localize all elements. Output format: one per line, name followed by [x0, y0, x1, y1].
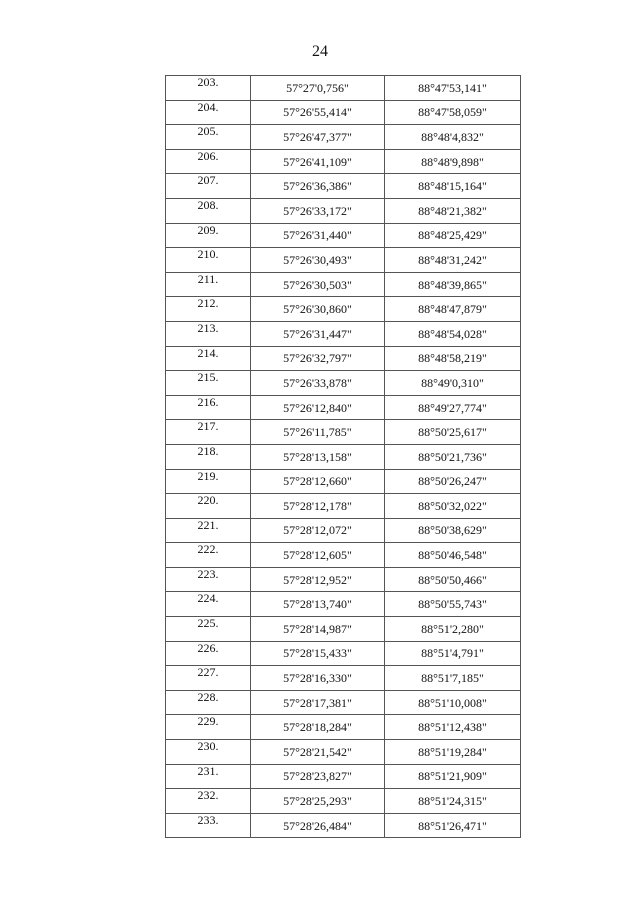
point-number-cell: 228.: [166, 690, 251, 715]
latitude-cell: 57°26'30,493": [251, 248, 385, 273]
longitude-cell: 88°50'21,736": [385, 444, 521, 469]
point-number-cell: 226.: [166, 641, 251, 666]
point-number-cell: 212.: [166, 297, 251, 322]
point-number-cell: 233.: [166, 813, 251, 838]
table-row: [166, 297, 521, 322]
latitude-cell: 57°26'30,860": [251, 297, 385, 322]
point-number-cell: 219.: [166, 469, 251, 494]
longitude-cell: 88°48'58,219": [385, 346, 521, 371]
latitude-cell: 57°28'12,660": [251, 469, 385, 494]
latitude-cell: 57°26'33,172": [251, 198, 385, 223]
point-number-cell: 229.: [166, 715, 251, 740]
longitude-cell: 88°51'26,471": [385, 813, 521, 838]
table-row: [166, 592, 521, 617]
longitude-cell: 88°47'58,059": [385, 100, 521, 125]
longitude-cell: 88°50'55,743": [385, 592, 521, 617]
latitude-cell: 57°28'12,605": [251, 543, 385, 568]
table-row: [166, 444, 521, 469]
longitude-cell: 88°48'4,832": [385, 125, 521, 150]
longitude-cell: 88°48'25,429": [385, 223, 521, 248]
longitude-cell: 88°49'27,774": [385, 395, 521, 420]
table-row: [166, 395, 521, 420]
latitude-cell: 57°28'17,381": [251, 690, 385, 715]
table-row: [166, 641, 521, 666]
longitude-cell: 88°50'32,022": [385, 494, 521, 519]
longitude-cell: 88°48'15,164": [385, 174, 521, 199]
longitude-cell: 88°51'24,315": [385, 789, 521, 814]
table-row: [166, 567, 521, 592]
point-number-cell: 210.: [166, 248, 251, 273]
longitude-cell: 88°50'25,617": [385, 420, 521, 445]
point-number-cell: 224.: [166, 592, 251, 617]
latitude-cell: 57°26'36,386": [251, 174, 385, 199]
table-row: [166, 76, 521, 101]
longitude-cell: 88°50'50,466": [385, 567, 521, 592]
point-number-cell: 223.: [166, 567, 251, 592]
coordinates-table: [165, 75, 521, 838]
latitude-cell: 57°28'13,740": [251, 592, 385, 617]
latitude-cell: 57°26'41,109": [251, 149, 385, 174]
latitude-cell: 57°28'12,072": [251, 518, 385, 543]
point-number-cell: 203.: [166, 76, 251, 101]
table-row: [166, 321, 521, 346]
longitude-cell: 88°51'19,284": [385, 740, 521, 765]
coordinates-table-body: [166, 76, 521, 838]
table-row: [166, 272, 521, 297]
latitude-cell: 57°28'25,293": [251, 789, 385, 814]
point-number-cell: 230.: [166, 740, 251, 765]
point-number-cell: 211.: [166, 272, 251, 297]
table-row: [166, 715, 521, 740]
point-number-cell: 218.: [166, 444, 251, 469]
latitude-cell: 57°28'12,952": [251, 567, 385, 592]
latitude-cell: 57°28'12,178": [251, 494, 385, 519]
table-row: [166, 174, 521, 199]
point-number-cell: 217.: [166, 420, 251, 445]
latitude-cell: 57°26'33,878": [251, 371, 385, 396]
latitude-cell: 57°26'47,377": [251, 125, 385, 150]
latitude-cell: 57°28'21,542": [251, 740, 385, 765]
table-row: [166, 518, 521, 543]
longitude-cell: 88°50'46,548": [385, 543, 521, 568]
latitude-cell: 57°28'14,987": [251, 617, 385, 642]
table-row: [166, 740, 521, 765]
table-row: [166, 198, 521, 223]
latitude-cell: 57°27'0,756": [251, 76, 385, 101]
latitude-cell: 57°26'30,503": [251, 272, 385, 297]
point-number-cell: 215.: [166, 371, 251, 396]
point-number-cell: 204.: [166, 100, 251, 125]
latitude-cell: 57°26'11,785": [251, 420, 385, 445]
longitude-cell: 88°49'0,310": [385, 371, 521, 396]
latitude-cell: 57°26'31,440": [251, 223, 385, 248]
point-number-cell: 216.: [166, 395, 251, 420]
table-row: [166, 371, 521, 396]
table-row: [166, 100, 521, 125]
table-row: [166, 469, 521, 494]
longitude-cell: 88°51'4,791": [385, 641, 521, 666]
page-number: 24: [312, 43, 328, 60]
point-number-cell: 232.: [166, 789, 251, 814]
point-number-cell: 205.: [166, 125, 251, 150]
latitude-cell: 57°28'18,284": [251, 715, 385, 740]
point-number-cell: 207.: [166, 174, 251, 199]
latitude-cell: 57°28'23,827": [251, 764, 385, 789]
point-number-cell: 213.: [166, 321, 251, 346]
table-row: [166, 149, 521, 174]
longitude-cell: 88°48'54,028": [385, 321, 521, 346]
point-number-cell: 231.: [166, 764, 251, 789]
latitude-cell: 57°26'55,414": [251, 100, 385, 125]
point-number-cell: 209.: [166, 223, 251, 248]
latitude-cell: 57°26'12,840": [251, 395, 385, 420]
table-row: [166, 420, 521, 445]
longitude-cell: 88°51'12,438": [385, 715, 521, 740]
table-row: [166, 666, 521, 691]
latitude-cell: 57°28'16,330": [251, 666, 385, 691]
table-row: [166, 543, 521, 568]
longitude-cell: 88°51'2,280": [385, 617, 521, 642]
longitude-cell: 88°47'53,141": [385, 76, 521, 101]
table-row: [166, 346, 521, 371]
table-row: [166, 813, 521, 838]
latitude-cell: 57°28'13,158": [251, 444, 385, 469]
longitude-cell: 88°50'38,629": [385, 518, 521, 543]
point-number-cell: 208.: [166, 198, 251, 223]
point-number-cell: 220.: [166, 494, 251, 519]
table-row: [166, 125, 521, 150]
table-row: [166, 223, 521, 248]
point-number-cell: 222.: [166, 543, 251, 568]
longitude-cell: 88°48'47,879": [385, 297, 521, 322]
longitude-cell: 88°51'7,185": [385, 666, 521, 691]
longitude-cell: 88°51'21,909": [385, 764, 521, 789]
table-row: [166, 494, 521, 519]
longitude-cell: 88°50'26,247": [385, 469, 521, 494]
longitude-cell: 88°48'9,898": [385, 149, 521, 174]
longitude-cell: 88°51'10,008": [385, 690, 521, 715]
longitude-cell: 88°48'21,382": [385, 198, 521, 223]
latitude-cell: 57°28'15,433": [251, 641, 385, 666]
longitude-cell: 88°48'39,865": [385, 272, 521, 297]
table-row: [166, 764, 521, 789]
latitude-cell: 57°26'31,447": [251, 321, 385, 346]
point-number-cell: 206.: [166, 149, 251, 174]
latitude-cell: 57°26'32,797": [251, 346, 385, 371]
longitude-cell: 88°48'31,242": [385, 248, 521, 273]
point-number-cell: 214.: [166, 346, 251, 371]
table-row: [166, 789, 521, 814]
table-row: [166, 690, 521, 715]
point-number-cell: 225.: [166, 617, 251, 642]
point-number-cell: 227.: [166, 666, 251, 691]
latitude-cell: 57°28'26,484": [251, 813, 385, 838]
point-number-cell: 221.: [166, 518, 251, 543]
table-row: [166, 617, 521, 642]
table-row: [166, 248, 521, 273]
